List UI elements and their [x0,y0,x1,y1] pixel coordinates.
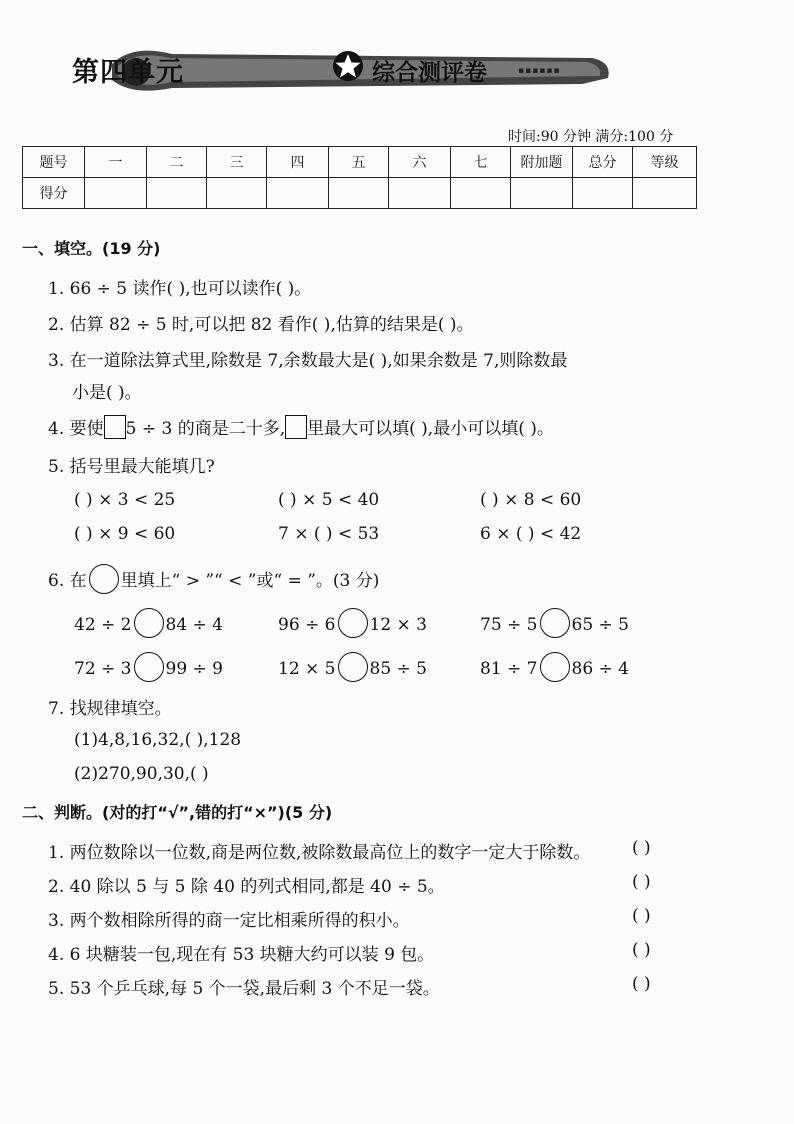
judge-item: 3. 两个数相除所得的商一定比相乘所得的积小。 [48,911,410,931]
expr-left: 75 ÷ 5 [480,615,538,635]
answer-circle[interactable] [89,564,119,594]
question-3-line-2: 小是( )。 [72,383,142,403]
judge-item: 5. 53 个乒乓球,每 5 个一袋,最后剩 3 个不足一袋。 [48,979,440,999]
answer-box[interactable] [285,415,307,439]
expr-right: 12 × 3 [369,615,427,635]
section-1-heading: 一、填空。(19 分) [22,239,161,258]
score-cell[interactable] [329,178,389,209]
q5-item: ( ) × 5 < 40 [278,490,380,510]
expr-left: 72 ÷ 3 [74,659,132,679]
answer-circle[interactable] [338,652,368,682]
answer-circle[interactable] [338,608,368,638]
answer-paren[interactable]: ( ) [632,872,651,892]
q6-item [74,608,223,638]
score-cell[interactable] [267,178,329,209]
q6-item [480,652,629,682]
answer-box[interactable] [104,415,126,439]
question-1: 1. 66 ÷ 5 读作( ),也可以读作( )。 [48,279,312,299]
score-cell[interactable] [451,178,511,209]
score-table-score-row [23,178,697,209]
expr-left: 12 × 5 [278,659,336,679]
table-cell: 一 [85,147,147,178]
question-4-middle: 5 ÷ 3 的商是二十多, [125,419,286,439]
judge-item: 2. 40 除以 5 与 5 除 40 的列式相同,都是 40 ÷ 5。 [48,877,445,897]
score-cell[interactable] [389,178,451,209]
table-cell: 附加题 [511,147,573,178]
expr-left: 42 ÷ 2 [74,615,132,635]
q6-item [74,652,223,682]
score-cell[interactable] [207,178,267,209]
question-6-prefix: 6. 在 [48,571,87,591]
time-score-info: 时间:90 分钟 满分:100 分 [508,129,674,145]
answer-circle[interactable] [134,652,164,682]
table-cell: 总分 [573,147,633,178]
question-6 [48,564,379,594]
answer-paren[interactable]: ( ) [632,906,651,926]
expr-right: 65 ÷ 5 [571,615,629,635]
answer-circle[interactable] [134,608,164,638]
question-3-line-1: 3. 在一道除法算式里,除数是 7,余数最大是( ),如果余数是 7,则除数最 [48,351,568,371]
score-cell[interactable] [573,178,633,209]
score-cell[interactable] [147,178,207,209]
q5-item: ( ) × 9 < 60 [74,524,176,544]
q5-item: ( ) × 8 < 60 [480,490,582,510]
answer-paren[interactable]: ( ) [632,940,651,960]
score-cell[interactable] [511,178,573,209]
score-cell[interactable] [85,178,147,209]
question-7: 7. 找规律填空。 [48,699,172,719]
expr-right: 99 ÷ 9 [165,659,223,679]
answer-paren[interactable]: ( ) [632,974,651,994]
table-cell: 得分 [23,178,85,209]
table-cell: 题号 [23,147,85,178]
question-4 [48,414,554,439]
unit-title: 第四单元 [72,57,184,88]
expr-right: 86 ÷ 4 [571,659,629,679]
expr-left: 81 ÷ 7 [480,659,538,679]
question-7-1: (1)4,8,16,32,( ),128 [74,730,242,750]
table-cell: 二 [147,147,207,178]
q6-item [278,608,427,638]
expr-left: 96 ÷ 6 [278,615,336,635]
table-cell: 等级 [633,147,697,178]
question-5: 5. 括号里最大能填几? [48,457,215,477]
judge-item: 1. 两位数除以一位数,商是两位数,被除数最高位上的数字一定大于除数。 [48,843,591,863]
q6-item [480,608,629,638]
table-cell: 三 [207,147,267,178]
decorative-dots: ▪▪▪▪▪▪ [518,66,561,76]
table-cell: 五 [329,147,389,178]
score-cell[interactable] [633,178,697,209]
table-cell: 六 [389,147,451,178]
q5-item: ( ) × 3 < 25 [74,490,176,510]
q6-item [278,652,427,682]
judge-item: 4. 6 块糖装一包,现在有 53 块糖大约可以装 9 包。 [48,945,435,965]
expr-right: 85 ÷ 5 [369,659,427,679]
expr-right: 84 ÷ 4 [165,615,223,635]
unit-subtitle: 综合测评卷 [372,60,487,86]
question-6-suffix: 里填上“ > ”“ < ”或“ = ”。(3 分) [120,571,380,591]
table-cell: 七 [451,147,511,178]
answer-circle[interactable] [540,652,570,682]
question-7-2: (2)270,90,30,( ) [74,764,209,784]
table-cell: 四 [267,147,329,178]
question-2: 2. 估算 82 ÷ 5 时,可以把 82 看作( ),估算的结果是( )。 [48,315,474,335]
question-4-suffix: 里最大可以填( ),最小可以填( )。 [307,419,554,439]
score-table-header-row [23,147,697,178]
star-icon [332,50,364,82]
question-4-prefix: 4. 要使 [48,419,104,439]
score-table [22,146,697,209]
section-2-heading: 二、判断。(对的打“√”,错的打“×”)(5 分) [22,803,333,822]
answer-circle[interactable] [540,608,570,638]
q5-item: 6 × ( ) < 42 [480,524,582,544]
answer-paren[interactable]: ( ) [632,838,651,858]
q5-item: 7 × ( ) < 53 [278,524,380,544]
